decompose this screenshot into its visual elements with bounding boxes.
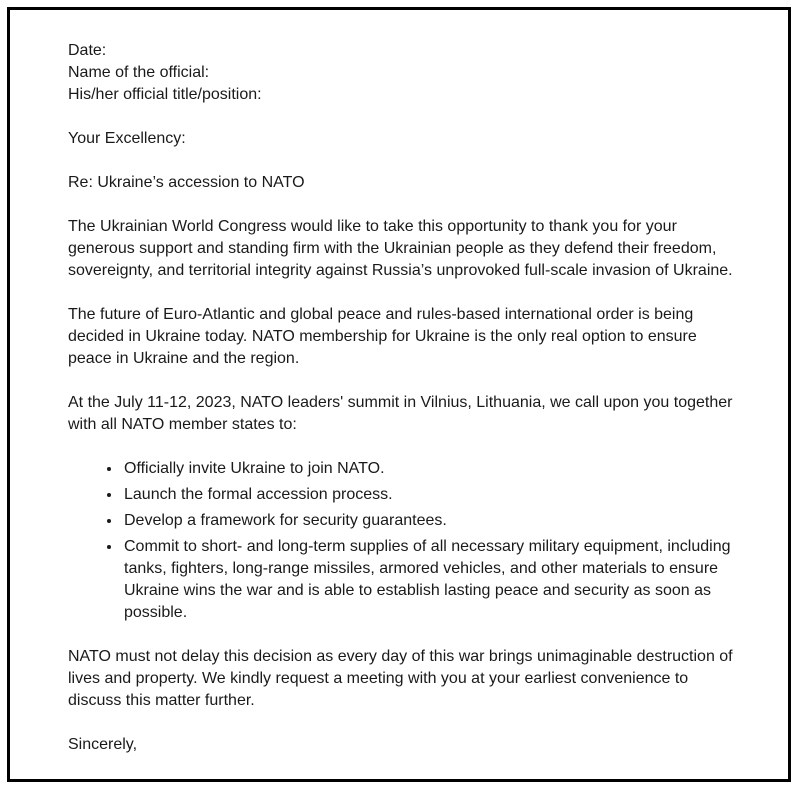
date-line: Date: [68, 42, 107, 59]
demands-list [68, 458, 744, 624]
letter-body [10, 10, 788, 756]
paragraph-future: The future of Euro-Atlantic and global peace and rules-based international order is being decided in Ukraine today. NATO membership for Ukraine is the only real option to ensure peace in Ukraine and the region. [68, 306, 697, 367]
list-item: • Develop a framework for security guarantees. [122, 510, 744, 532]
list-item: • Commit to short- and long-term supplies of all necessary military equipment, including tanks, fighters, long-range missiles, armored vehicles, and other materials to ensure Ukraine wins the war and is able to establish lasting peace and security as soon as possible. [122, 536, 744, 624]
page-border [7, 7, 791, 782]
official-name-line: Name of the official: [68, 64, 210, 81]
official-title-line: His/her official title/position: [68, 86, 262, 103]
closing-paragraph: NATO must not delay this decision as every day of this war brings unimaginable destruction of lives and property. We kindly request a meeting with you at your earliest convenience to discuss this matter further. [68, 648, 733, 709]
letter-header [68, 40, 744, 106]
subject-line: Re: Ukraine’s accession to NATO [68, 174, 305, 191]
signoff: Sincerely, [68, 736, 138, 753]
paragraph-summit: At the July 11-12, 2023, NATO leaders' summit in Vilnius, Lithuania, we call upon you together with all NATO member states to: [68, 394, 733, 433]
list-item: • Launch the formal accession process. [122, 484, 744, 506]
salutation: Your Excellency: [68, 130, 186, 147]
paragraph-thanks: The Ukrainian World Congress would like to take this opportunity to thank you for your generous support and standing firm with the Ukrainian people as they defend their freedom, sovereignty, and territorial integrity against Russia’s unprovoked full-scale invasion of Ukraine. [68, 218, 733, 279]
list-item: • Officially invite Ukraine to join NATO. [122, 458, 744, 480]
